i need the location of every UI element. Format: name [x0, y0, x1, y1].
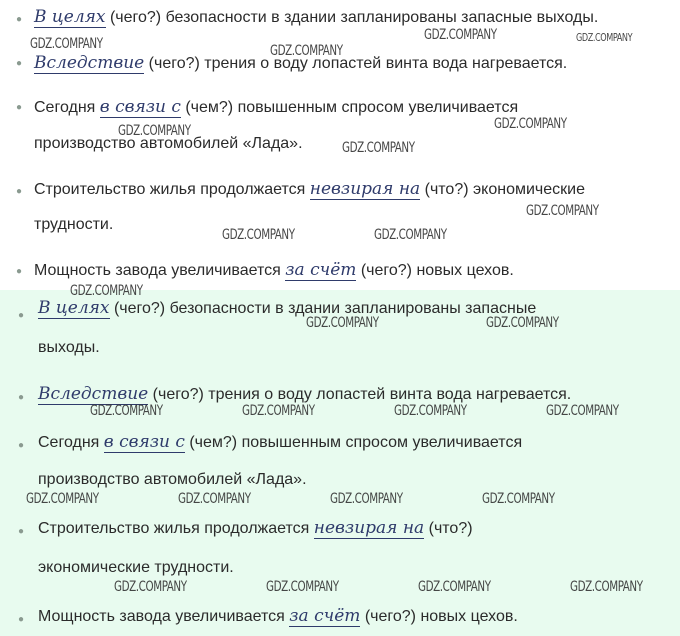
sentence-4-line-2: экономические трудности.: [38, 559, 234, 576]
watermark: GDZ.COMPANY: [394, 403, 467, 419]
bullet-icon: ●: [18, 526, 25, 537]
sentence-1: В целях (чего?) безопасности в здании запланированы запасные: [38, 298, 537, 318]
handwritten-answer: невзирая на: [313, 518, 425, 538]
watermark: GDZ.COMPANY: [330, 491, 403, 507]
sentence-4: Строительство жилья продолжается невзирая на (что?): [38, 518, 473, 538]
sentence-3: Сегодня в связи с (чем?) повышенным спросом увеличивается: [38, 432, 523, 452]
bullet-icon: ●: [16, 58, 23, 69]
watermark: GDZ.COMPANY: [546, 403, 619, 419]
handwritten-answer: Вследствие: [38, 384, 149, 404]
watermark: GDZ.COMPANY: [342, 140, 415, 156]
watermark: GDZ.COMPANY: [494, 116, 567, 132]
watermark: GDZ.COMPANY: [114, 579, 187, 595]
watermark: GDZ.COMPANY: [242, 403, 315, 419]
watermark: GDZ.COMPANY: [266, 579, 339, 595]
bullet-icon: ●: [18, 614, 25, 625]
bullet-icon: ●: [16, 14, 23, 25]
handwritten-answer: В целях: [38, 298, 110, 318]
watermark: GDZ.COMPANY: [570, 579, 643, 595]
bullet-icon: ●: [18, 392, 25, 403]
watermark: GDZ.COMPANY: [486, 315, 559, 331]
handwritten-answer: невзирая на: [309, 179, 421, 199]
handwritten-answer: в связи с: [103, 432, 185, 452]
sentence-3: Сегодня в связи с (чем?) повышенным спросом увеличивается: [34, 97, 519, 117]
handwritten-answer: Вследствие: [34, 53, 145, 73]
handwritten-answer: за счёт: [289, 606, 361, 626]
sentence-3-line-2: производство автомобилей «Лада».: [34, 135, 303, 152]
bullet-icon: ●: [16, 102, 23, 113]
sentence-1-line-2: выходы.: [38, 339, 100, 356]
watermark: GDZ.COMPANY: [424, 27, 497, 43]
handwritten-answer: за счёт: [285, 260, 357, 280]
sentence-2: Вследствие (чего?) трения о воду лопастей винта вода нагревается.: [34, 53, 568, 73]
watermark: GDZ.COMPANY: [70, 283, 143, 299]
sentence-4-line-2: трудности.: [34, 216, 114, 233]
bullet-icon: ●: [18, 310, 25, 321]
handwritten-answer: В целях: [34, 7, 106, 27]
watermark: GDZ.COMPANY: [26, 491, 99, 507]
watermark: GDZ.COMPANY: [90, 403, 163, 419]
watermark: GDZ.COMPANY: [482, 491, 555, 507]
watermark: GDZ.COMPANY: [526, 203, 599, 219]
sentence-3-line-2: производство автомобилей «Лада».: [38, 471, 307, 488]
bullet-icon: ●: [16, 186, 23, 197]
watermark: GDZ.COMPANY: [118, 123, 191, 139]
sentence-1: В целях (чего?) безопасности в здании запланированы запасные выходы.: [34, 7, 599, 27]
bullet-icon: ●: [16, 266, 23, 277]
watermark: GDZ.COMPANY: [576, 31, 633, 44]
watermark: GDZ.COMPANY: [222, 227, 295, 243]
sentence-5: Мощность завода увеличивается за счёт (чего?) новых цехов.: [38, 606, 518, 626]
bullet-icon: ●: [18, 440, 25, 451]
sentence-5: Мощность завода увеличивается за счёт (чего?) новых цехов.: [34, 260, 514, 280]
watermark: GDZ.COMPANY: [30, 36, 103, 52]
watermark: GDZ.COMPANY: [306, 315, 379, 331]
handwritten-answer: в связи с: [99, 97, 181, 117]
watermark: GDZ.COMPANY: [418, 579, 491, 595]
sentence-2: Вследствие (чего?) трения о воду лопастей винта вода нагревается.: [38, 384, 572, 404]
watermark: GDZ.COMPANY: [270, 43, 343, 59]
sentence-4: Строительство жилья продолжается невзирая на (что?) экономические: [34, 179, 585, 199]
watermark: GDZ.COMPANY: [374, 227, 447, 243]
watermark: GDZ.COMPANY: [178, 491, 251, 507]
